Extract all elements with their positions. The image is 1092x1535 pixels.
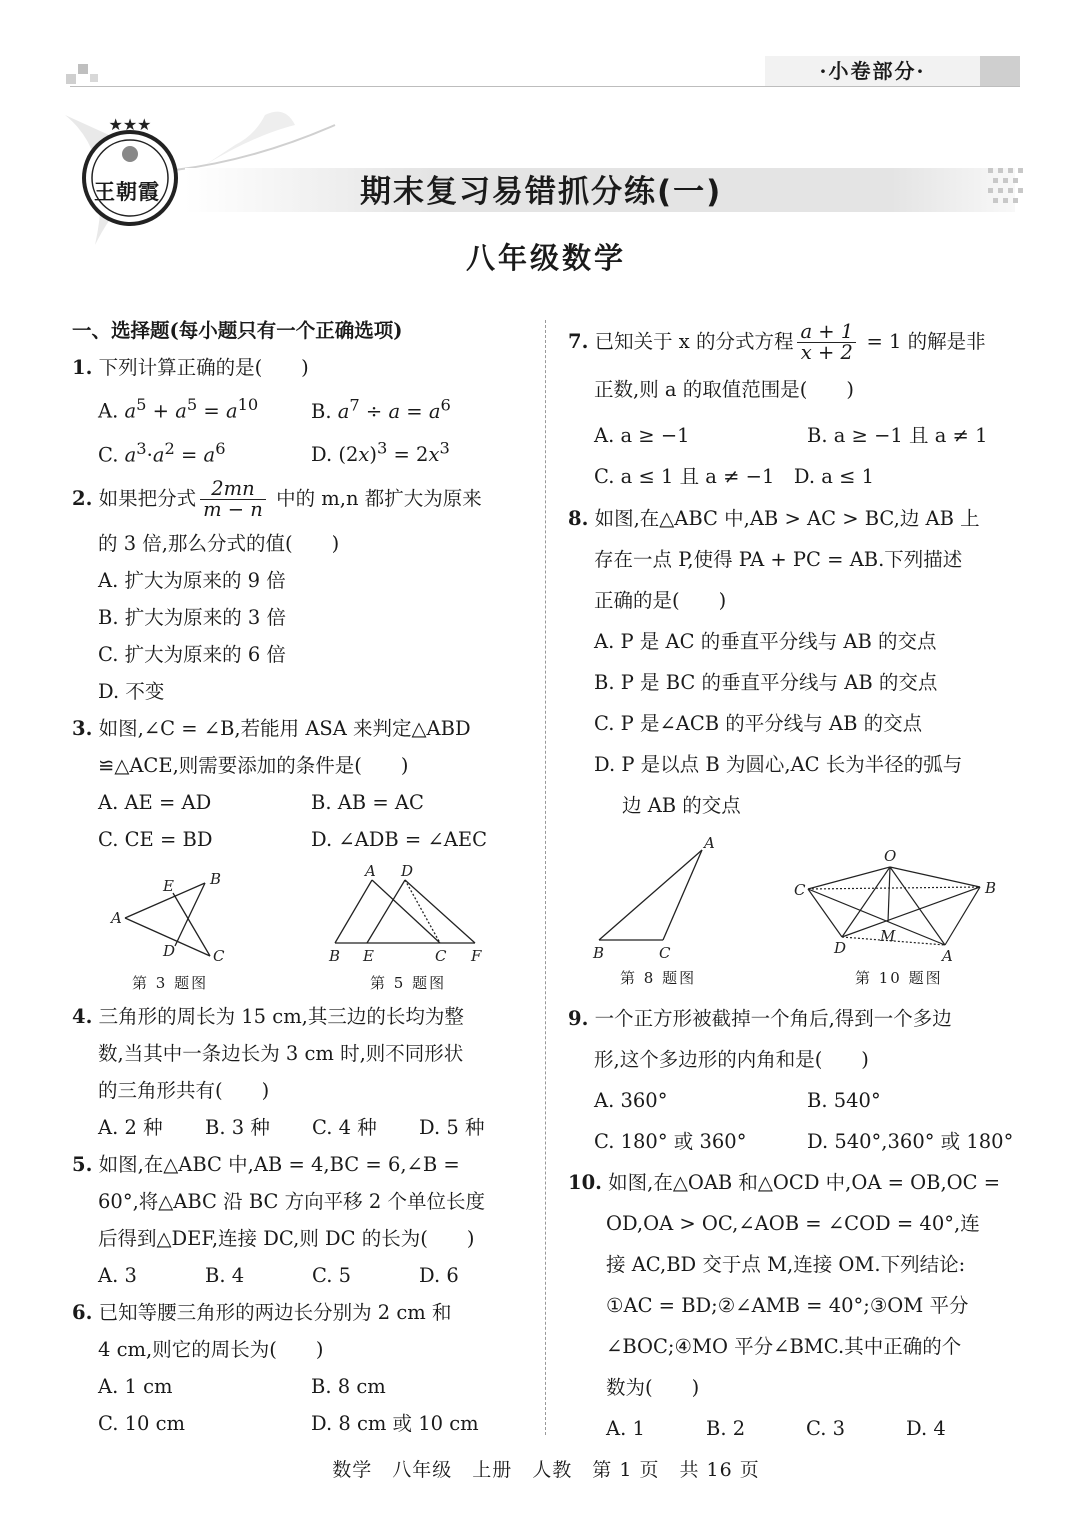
fig3-label-c: C xyxy=(213,947,225,965)
q7-options-ab: A. a ≥ −1 B. a ≥ −1 且 a ≠ 1 xyxy=(594,424,988,447)
fig5-label-e: E xyxy=(363,947,374,965)
question-7: 7. 已知关于 x 的分式方程 $\frac{a + 1}{x + 2}$ = 1 的解是非 xyxy=(568,320,986,364)
column-divider xyxy=(545,320,546,1435)
figure-8 xyxy=(585,830,725,965)
fig8-label-b: B xyxy=(593,944,605,962)
q2-option-c: C. 扩大为原来的 6 倍 xyxy=(98,643,286,666)
q8-option-a: A. P 是 AC 的垂直平分线与 AB 的交点 xyxy=(594,630,937,653)
dot-pattern-decoration xyxy=(986,166,1026,212)
page-footer: 数学 八年级 上册 人教 第 1 页 共 16 页 xyxy=(332,1459,760,1481)
figure-3 xyxy=(105,868,245,968)
q1-options-cd: C. $a^3\cdot a^2 = a^6$ D. $(2x)^3 = 2x^3$ xyxy=(98,438,450,466)
left-column-lower xyxy=(72,998,532,1442)
section-tag-label: ·小卷部分· xyxy=(765,56,980,86)
logo-text: 王朝霞 xyxy=(94,179,160,204)
question-3: 3. 如图,∠C = ∠B,若能用 ASA 来判定△ABD xyxy=(72,717,471,740)
fig8-label-a: A xyxy=(704,834,715,852)
fig10-label-d: D xyxy=(834,939,847,957)
page-subtitle: 八年级数学 xyxy=(466,241,627,275)
q9-line2: 形,这个多边形的内角和是( ) xyxy=(594,1048,869,1071)
q3-line2: ≌△ACE,则需要添加的条件是( ) xyxy=(98,754,409,777)
question-10: 10. 如图,在△OAB 和△OCD 中,OA = OB,OC = xyxy=(568,1171,1001,1194)
figure-10-caption: 第 10 题图 xyxy=(855,969,943,987)
q8-line3: 正确的是( ) xyxy=(594,589,727,612)
q7-options-cd: C. a ≤ 1 且 a ≠ −1 D. a ≤ 1 xyxy=(594,465,875,488)
fig3-label-d: D xyxy=(163,942,176,960)
q5-line2: 60°,将△ABC 沿 BC 方向平移 2 个单位长度 xyxy=(98,1190,485,1213)
q3-options-ab: A. AE = AD B. AB = AC xyxy=(98,791,424,814)
q8-option-d: D. P 是以点 B 为圆心,AC 长为半径的弧与 xyxy=(594,753,963,776)
fig10-label-b: B xyxy=(985,879,997,897)
q5-options: A. 3 B. 4 C. 5 D. 6 xyxy=(98,1264,459,1287)
question-6: 6. 已知等腰三角形的两边长分别为 2 cm 和 xyxy=(72,1301,452,1324)
svg-text:★★★: ★★★ xyxy=(108,118,152,134)
logo xyxy=(80,118,180,228)
q8-option-d-cont: 边 AB 的交点 xyxy=(622,794,741,817)
q9-options-cd: C. 180° 或 360° D. 540°,360° 或 180° xyxy=(594,1130,1014,1153)
question-2: 2. 如果把分式 $\frac{2mn}{m - n}$ 中的 m,n 都扩大为原来 xyxy=(72,477,482,521)
corner-squares-decoration xyxy=(66,62,106,86)
section-heading: 一、选择题(每小题只有一个正确选项) xyxy=(72,319,403,342)
fig10-label-a: A xyxy=(942,947,953,965)
q3-options-cd: C. CE = BD D. ∠ADB = ∠AEC xyxy=(98,828,488,851)
q7-line2: 正数,则 a 的取值范围是( ) xyxy=(594,378,854,401)
q2-line2: 的 3 倍,那么分式的值( ) xyxy=(98,532,340,555)
fig3-label-b: B xyxy=(210,870,222,888)
figure-8-caption: 第 8 题图 xyxy=(620,969,697,987)
q8-option-c: C. P 是∠ACB 的平分线与 AB 的交点 xyxy=(594,712,923,735)
fig10-label-c: C xyxy=(794,881,806,899)
fig5-label-d: D xyxy=(401,862,414,880)
question-8: 8. 如图,在△ABC 中,AB > AC > BC,边 AB 上 xyxy=(568,507,980,530)
section-tag xyxy=(765,56,1020,86)
q5-line3: 后得到△DEF,连接 DC,则 DC 的长为( ) xyxy=(98,1227,475,1250)
q8-option-b: B. P 是 BC 的垂直平分线与 AB 的交点 xyxy=(594,671,938,694)
fig5-label-f: F xyxy=(471,947,482,965)
right-column xyxy=(568,320,1028,826)
q4-line2: 数,当其中一条边长为 3 cm 时,则不同形状 xyxy=(98,1042,464,1065)
q10-line2: OD,OA > OC,∠AOB = ∠COD = 40°,连 xyxy=(606,1212,980,1235)
q10-line6: 数为( ) xyxy=(606,1376,700,1399)
question-1: 1. 下列计算正确的是( ) xyxy=(72,356,309,379)
figure-10 xyxy=(790,845,1005,965)
right-column-lower xyxy=(568,998,1028,1449)
q4-options: A. 2 种 B. 3 种 C. 4 种 D. 5 种 xyxy=(98,1116,485,1139)
question-5: 5. 如图,在△ABC 中,AB = 4,BC = 6,∠B = xyxy=(72,1153,460,1176)
fig5-label-b: B xyxy=(329,947,341,965)
q10-line4: ①AC = BD;②∠AMB = 40°;③OM 平分 xyxy=(606,1294,969,1317)
fig3-label-e: E xyxy=(163,877,174,895)
q10-line5: ∠BOC;④MO 平分∠BMC.其中正确的个 xyxy=(606,1335,962,1358)
question-4: 4. 三角形的周长为 15 cm,其三边的长均为整 xyxy=(72,1005,464,1028)
q4-line3: 的三角形共有( ) xyxy=(98,1079,270,1102)
q2-option-d: D. 不变 xyxy=(98,680,165,703)
fig10-label-m: M xyxy=(880,927,896,945)
page-title: 期末复习易错抓分练(一) xyxy=(360,174,723,210)
q8-line2: 存在一点 P,使得 PA + PC = AB.下列描述 xyxy=(594,548,963,571)
q2-option-b: B. 扩大为原来的 3 倍 xyxy=(98,606,287,629)
fig3-label-a: A xyxy=(111,909,122,927)
q10-options: A. 1 B. 2 C. 3 D. 4 xyxy=(606,1417,946,1440)
q10-line3: 接 AC,BD 交于点 M,连接 OM.下列结论: xyxy=(606,1253,966,1276)
fig5-label-a: A xyxy=(365,862,376,880)
q2-option-a: A. 扩大为原来的 9 倍 xyxy=(98,569,286,592)
q6-line2: 4 cm,则它的周长为( ) xyxy=(98,1338,324,1361)
question-9: 9. 一个正方形被截掉一个角后,得到一个多边 xyxy=(568,1007,952,1030)
fig8-label-c: C xyxy=(659,944,671,962)
figure-5 xyxy=(325,860,495,968)
q6-options-cd: C. 10 cm D. 8 cm 或 10 cm xyxy=(98,1412,479,1435)
q6-options-ab: A. 1 cm B. 8 cm xyxy=(98,1375,386,1398)
left-column xyxy=(72,312,532,858)
fig10-label-o: O xyxy=(884,847,897,865)
q1-options-ab: A. $a^5 + a^5 = a^{10}$ B. $a^7 \div a = a^6$ xyxy=(98,395,451,423)
fig5-label-c: C xyxy=(435,947,447,965)
figure-3-caption: 第 3 题图 xyxy=(132,974,209,992)
q9-options-ab: A. 360° B. 540° xyxy=(594,1089,881,1112)
header-rule xyxy=(70,86,1020,87)
figure-5-caption: 第 5 题图 xyxy=(370,974,447,992)
